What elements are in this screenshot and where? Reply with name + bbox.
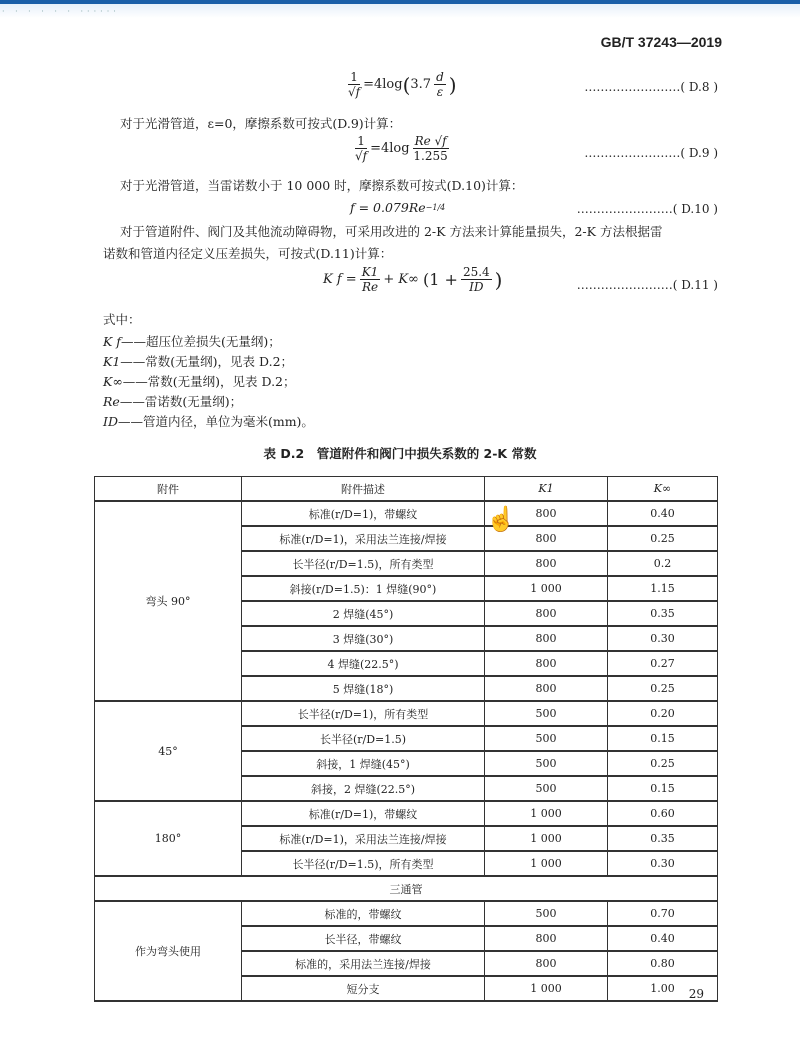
lhs: K f: [323, 272, 342, 287]
cell-description: 长半径，带螺纹: [242, 926, 485, 951]
cell-k1: 1 000: [485, 826, 608, 851]
table-row: [95, 701, 718, 726]
cell-kinf: 0.30: [608, 626, 718, 651]
fraction-denominator: ε: [436, 85, 444, 99]
paragraph-smooth-pipe: 对于光滑管道，ε=0，摩擦系数可按式(D.9)计算：: [120, 116, 402, 131]
fraction-numerator: Re √f: [414, 134, 447, 148]
where-item: [103, 412, 314, 430]
fitting-group: 45°: [95, 701, 242, 801]
page-number: 29: [688, 987, 704, 1001]
paren-close: ): [494, 267, 503, 292]
equation-d11: [323, 265, 502, 294]
equation-number-d11: ……………………( D.11 ): [576, 278, 718, 292]
paragraph-2k-method-line1: 对于管道附件、阀门及其他流动障碍物，可采用改进的 2-K 方法来计算能量损失，2-K 方法根据雷: [120, 224, 663, 239]
cell-description: 斜接，2 焊缝(22.5°): [242, 776, 485, 801]
exponent: −1/4: [425, 203, 446, 212]
cell-description: 标准(r/D=1)，带螺纹: [242, 501, 485, 526]
cell-k1: 800: [485, 626, 608, 651]
cell-description: 斜接(r/D=1.5)：1 焊缝(90°): [242, 576, 485, 601]
fraction-numerator: 1: [357, 134, 365, 148]
where-title: 式中：: [103, 312, 141, 327]
equation-expression: f = 0.079Re: [350, 200, 426, 215]
cell-kinf: 0.25: [608, 751, 718, 776]
header-k1: K1: [485, 477, 608, 502]
fraction-denominator: ID: [469, 280, 484, 294]
header-kinf: K∞: [608, 477, 718, 502]
symbol-description: ——常数(无量纲)，见表 D.2；: [120, 354, 294, 369]
symbol: K1: [103, 354, 121, 369]
cell-description: 长半径(r/D=1.5)，所有类型: [242, 551, 485, 576]
cell-description: 标准(r/D=1)，带螺纹: [242, 801, 485, 826]
log-term: =4log: [370, 141, 410, 156]
cell-k1: 500: [485, 726, 608, 751]
cell-kinf: 0.40: [608, 501, 718, 526]
fraction-numerator: 1: [350, 70, 358, 84]
cell-k1: 500: [485, 751, 608, 776]
cell-kinf: 0.20: [608, 701, 718, 726]
cell-description: 斜接，1 焊缝(45°): [242, 751, 485, 776]
equation-d9: [352, 134, 452, 163]
cell-description: 标准(r/D=1)，采用法兰连接/焊接: [242, 526, 485, 551]
cell-k1: 800: [485, 651, 608, 676]
cell-k1: 1 000: [485, 976, 608, 1001]
cell-k1: 800: [485, 926, 608, 951]
fraction-denominator: Re: [361, 280, 379, 294]
cell-k1: 800: [485, 501, 608, 526]
cell-k1: 800: [485, 526, 608, 551]
cell-kinf: 0.25: [608, 676, 718, 701]
table-caption: 表 D.2 管道附件和阀门中损失系数的 2-K 常数: [263, 446, 537, 461]
fraction-numerator: d: [436, 70, 444, 84]
symbol: K f: [103, 334, 121, 349]
cell-kinf: 1.00: [608, 976, 718, 1001]
cell-description: 长半径(r/D=1.5)，所有类型: [242, 851, 485, 876]
cell-kinf: 0.25: [608, 526, 718, 551]
cell-description: 长半径(r/D=1.5): [242, 726, 485, 751]
symbol: Re: [103, 394, 120, 409]
fraction-numerator: 25.4: [462, 265, 490, 279]
header-fitting: 附件: [95, 477, 242, 502]
hand-cursor-icon: ☝: [486, 505, 516, 533]
header-description: 附件描述: [242, 477, 485, 502]
equals: =: [345, 272, 357, 287]
cell-description: 短分支: [242, 976, 485, 1001]
symbol-description: ——常数(无量纲)，见表 D.2；: [122, 374, 296, 389]
cell-description: 标准的，带螺纹: [242, 901, 485, 926]
cell-kinf: 0.40: [608, 926, 718, 951]
paragraph-low-reynolds: 对于光滑管道，当雷诺数小于 10 000 时，摩擦系数可按式(D.10)计算：: [120, 178, 524, 193]
cell-k1: 800: [485, 676, 608, 701]
where-item: [103, 372, 296, 390]
cell-kinf: 0.15: [608, 776, 718, 801]
table-section-row: [95, 876, 718, 901]
cell-k1: 500: [485, 701, 608, 726]
cell-kinf: 0.15: [608, 726, 718, 751]
cell-kinf: 0.35: [608, 826, 718, 851]
table-header-row: [95, 477, 718, 502]
equation-number-d9: ……………………( D.9 ): [584, 146, 718, 160]
symbol: K∞: [103, 374, 123, 389]
cell-k1: 1 000: [485, 801, 608, 826]
fitting-group: 180°: [95, 801, 242, 876]
cell-k1: 1 000: [485, 576, 608, 601]
symbol-description: ——管道内径，单位为毫米(mm)。: [117, 414, 314, 429]
cell-k1: 800: [485, 551, 608, 576]
fraction-denominator: √f: [348, 85, 361, 99]
cell-kinf: 0.35: [608, 601, 718, 626]
cell-k1: 500: [485, 901, 608, 926]
cell-kinf: 0.60: [608, 801, 718, 826]
section-label: 三通管: [95, 876, 718, 901]
symbol-description: ——雷诺数(无量纲)；: [119, 394, 243, 409]
cell-kinf: 0.27: [608, 651, 718, 676]
cell-k1: 500: [485, 776, 608, 801]
where-item: [103, 392, 242, 410]
log-term: =4log: [363, 77, 403, 92]
table-row: [95, 801, 718, 826]
cell-kinf: 0.70: [608, 901, 718, 926]
fraction-denominator: √f: [355, 149, 368, 163]
cell-description: 3 焊缝(30°): [242, 626, 485, 651]
equation-number-d10: ……………………( D.10 ): [576, 202, 718, 216]
where-item: [103, 352, 293, 370]
cell-description: 标准的，采用法兰连接/焊接: [242, 951, 485, 976]
cell-k1: 800: [485, 951, 608, 976]
fraction-denominator: 1.255: [413, 149, 448, 163]
fraction-numerator: K1: [361, 265, 379, 279]
loss-coefficient-table: [94, 476, 718, 1002]
standard-number: GB/T 37243—2019: [600, 34, 722, 50]
cell-description: 长半径(r/D=1)，所有类型: [242, 701, 485, 726]
paragraph-2k-method-line2: 诺数和管道内径定义压差损失，可按式(D.11)计算：: [103, 246, 393, 261]
where-item: [103, 332, 281, 350]
cell-k1: 800: [485, 601, 608, 626]
equation-number-d8: ……………………( D.8 ): [584, 80, 718, 94]
k-infinity-term: + K∞: [383, 272, 419, 287]
cell-kinf: 0.30: [608, 851, 718, 876]
paren-open: (1 +: [423, 269, 458, 289]
cell-kinf: 1.15: [608, 576, 718, 601]
symbol: ID: [103, 414, 118, 429]
cell-kinf: 0.80: [608, 951, 718, 976]
fitting-group: 作为弯头使用: [95, 901, 242, 1001]
cell-description: 标准(r/D=1)，采用法兰连接/焊接: [242, 826, 485, 851]
cell-k1: 1 000: [485, 851, 608, 876]
equation-d10: [350, 200, 445, 215]
cell-description: 2 焊缝(45°): [242, 601, 485, 626]
viewer-toolbar-strip: · · · · · · ······: [0, 4, 800, 18]
fitting-group: 弯头 90°: [95, 501, 242, 701]
table-row: [95, 501, 718, 526]
symbol-description: ——超压位差损失(无量纲)；: [120, 334, 281, 349]
constant: 3.7: [410, 77, 432, 92]
cell-kinf: 0.2: [608, 551, 718, 576]
table-row: [95, 901, 718, 926]
cell-description: 5 焊缝(18°): [242, 676, 485, 701]
equation-d8: $\frac{1}{√f}$ =4log ( 3.7 $\frac{d}{\varepsilon}$ ): [348, 70, 457, 99]
cell-description: 4 焊缝(22.5°): [242, 651, 485, 676]
